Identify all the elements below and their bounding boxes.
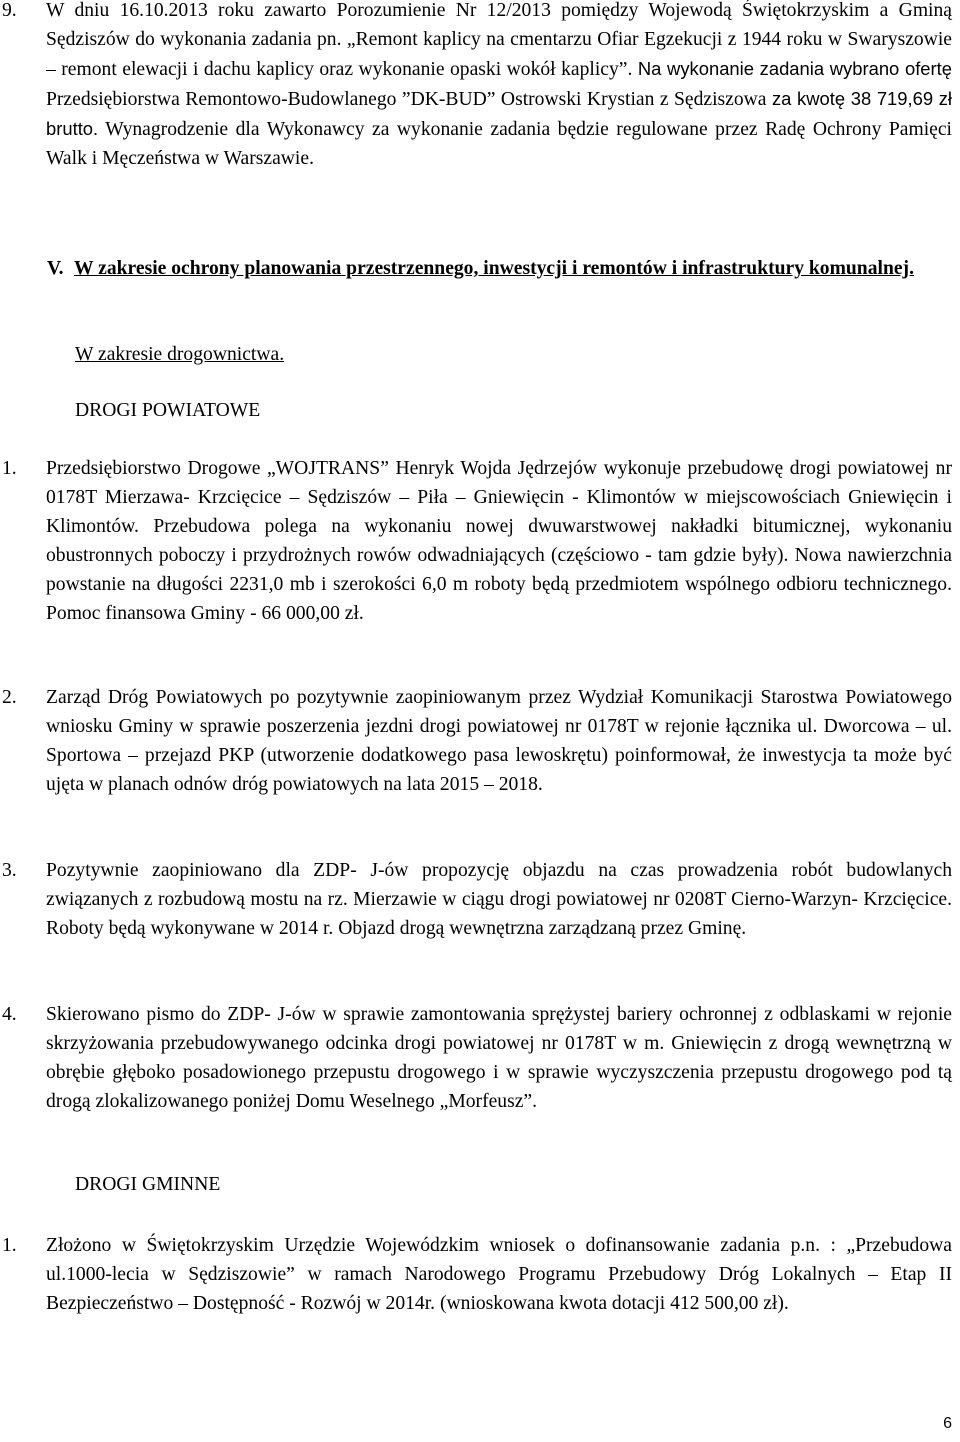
- heading-drogi-gminne: DROGI GMINNE: [75, 1174, 221, 1195]
- item-number: 1.: [2, 1235, 17, 1256]
- item-number: 3.: [2, 860, 17, 881]
- list-item: [0, 454, 952, 628]
- item-text: Skierowano pismo do ZDP- J-ów w sprawie zamontowania sprężystej bariery ochronnej z odblaskami w rejonie skrzyżowania przebudowywanego odcinka drogi powiatowej nr 0178T w m. Gniewięcin z drogą wewnętrzną w obrębie głęboko posadowionego przepustu drogowego i w sprawie wyczyszczenia przepustu drogowego pod tą drogą zlokalizowanego poniżej Domu Weselnego „Morfeusz”.: [46, 1004, 952, 1112]
- list-item: [0, 1000, 952, 1116]
- text-segment: Wynagrodzenie dla Wykonawcy za wykonanie zadania będzie regulowane przez Radę Ochrony Pamięci Walk i Męczeństwa w Warszawie.: [46, 119, 952, 169]
- item-text: Pozytywnie zaopiniowano dla ZDP- J-ów propozycję objazdu na czas prowadzenia robót budowlanych związanych z rozbudową mostu na rz. Mierzawie w ciągu drogi powiatowej nr 0208T Cierno-Warzyn- Krzcięcice. Roboty będą wykonywane w 2014 r. Objazd drogą wewnętrzna zarządzaną przez Gminę.: [46, 860, 952, 939]
- list-item: [0, 1231, 952, 1318]
- item-number: 1.: [2, 458, 17, 479]
- paragraph-9: [0, 0, 952, 173]
- paragraph-body: [46, 0, 952, 173]
- subsection-heading: W zakresie drogownictwa.: [75, 344, 285, 365]
- item-text: Zarząd Dróg Powiatowych po pozytywnie zaopiniowanym przez Wydział Komunikacji Starostwa Powiatowego wniosku Gminy w sprawie poszerzenia jezdni drogi powiatowej nr 0178T w rejonie łącznika ul. Dworcowa – ul. Sportowa – przejazd PKP (utworzenie dodatkowego pasa lewoskrętu) poinformował, że inwestycja ta może być ujęta w planach odnów dróg powiatowych na lata 2015 – 2018.: [46, 687, 952, 795]
- heading-drogi-powiatowe: DROGI POWIATOWE: [75, 400, 261, 421]
- item-number: 4.: [2, 1004, 17, 1025]
- section-v-heading: [0, 254, 952, 283]
- item-number: 2.: [2, 687, 17, 708]
- item-number: 9.: [2, 0, 17, 21]
- text-segment: W dniu 16.10.2013 roku zawarto Porozumienie Nr 12/2013 pomiędzy Wojewodą Świętokrzyskim a Gminą Sędziszów do wykonania zadania pn. „Remont kaplicy na cmentarzu Ofiar Egzekucji z 1944 roku w Swaryszowie – remont elewacji i dachu kaplicy oraz wykonanie opaski wokół kaplicy”.: [46, 0, 952, 80]
- section-title: W zakresie ochrony planowania przestrzennego, inwestycji i remontów i infrastruktury komunalnej.: [74, 258, 914, 279]
- page-number: 6: [943, 1415, 952, 1432]
- text-segment-sans: Na wykonanie zadania wybrano ofertę: [637, 58, 952, 79]
- item-text: Przedsiębiorstwo Drogowe „WOJTRANS” Henryk Wojda Jędrzejów wykonuje przebudowę drogi powiatowej nr 0178T Mierzawa- Krzcięcice – Sędziszów – Piła – Gniewięcin - Klimontów w miejscowościach Gniewięcin i Klimontów. Przebudowa polega na wykonaniu nowej dwuwarstwowej nakładki bitumicznej, wykonaniu obustronnych poboczy i przydrożnych rowów odwadniających (częściowo - tam gdzie były). Nowa nawierzchnia powstanie na długości 2231,0 mb i szerokości 6,0 m roboty będą przedmiotem wspólnego odbioru technicznego. Pomoc finansowa Gminy - 66 000,00 zł.: [46, 458, 952, 624]
- item-text: Złożono w Świętokrzyskim Urzędzie Wojewódzkim wniosek o dofinansowanie zadania p.n. : „Przebudowa ul.1000-lecia w Sędziszowie” w ramach Narodowego Programu Przebudowy Dróg Lokalnych – Etap II Bezpieczeństwo – Dostępność - Rozwój w 2014r. (wnioskowana kwota dotacji 412 500,00 zł).: [46, 1235, 952, 1314]
- text-segment-sans: za kwotę 38 719,69 zł brutto.: [46, 88, 953, 139]
- list-item: [0, 683, 952, 799]
- list-item: [0, 856, 952, 943]
- section-number: V.: [47, 258, 64, 279]
- text-segment: Przedsiębiorstwa Remontowo-Budowlanego ”DK-BUD” Ostrowski Krystian z Sędziszowa: [46, 89, 772, 110]
